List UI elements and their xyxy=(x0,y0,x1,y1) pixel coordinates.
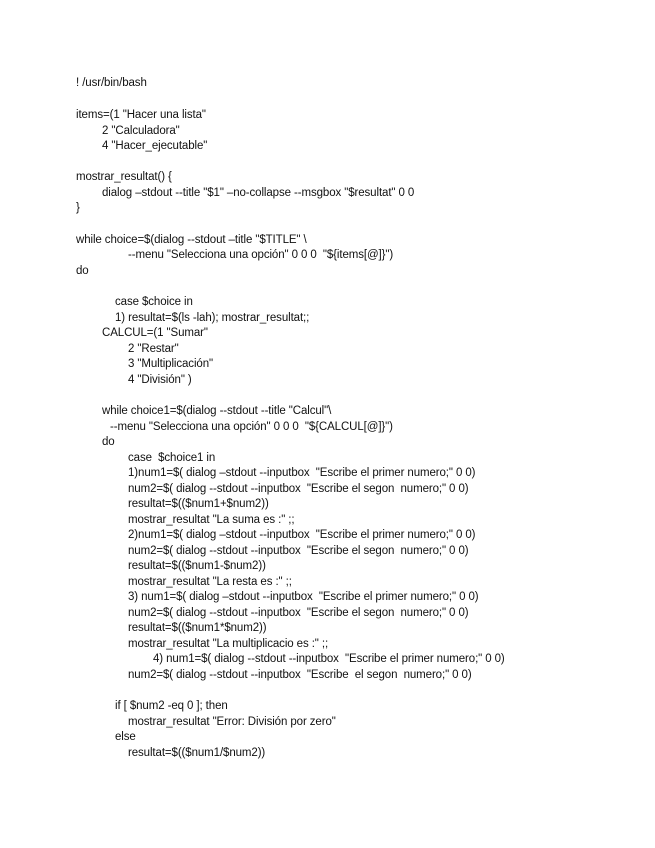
code-line: } xyxy=(76,202,80,214)
code-line: 1)num1=$( dialog –stdout --inputbox "Escribe el primer numero;" 0 0) xyxy=(128,467,476,479)
code-line: num2=$( dialog --stdout --inputbox "Escribe el segon numero;" 0 0) xyxy=(128,607,469,619)
code-line: --menu "Selecciona una opción" 0 0 0 "${CALCUL[@]}") xyxy=(110,421,393,433)
code-line: else xyxy=(115,731,136,743)
code-line: 2 "Calculadora" xyxy=(102,125,180,137)
code-line: --menu "Selecciona una opción" 0 0 0 "${items[@]}") xyxy=(128,249,394,261)
code-line: 3 "Multiplicación" xyxy=(128,358,213,370)
code-line: do xyxy=(76,265,89,277)
code-line: 4) num1=$( dialog --stdout --inputbox "Escribe el primer numero;" 0 0) xyxy=(153,653,505,665)
code-line: items=(1 "Hacer una lista" xyxy=(76,109,206,121)
code-line: resultat=$(($num1-$num2)) xyxy=(128,560,266,572)
code-line: while choice1=$(dialog --stdout --title "Calcul"\ xyxy=(102,405,332,417)
code-line: do xyxy=(102,436,115,448)
code-line: 2 "Restar" xyxy=(128,343,179,355)
code-line: mostrar_resultat "La suma es :" ;; xyxy=(128,514,295,526)
code-line: resultat=$(($num1*$num2)) xyxy=(128,622,267,634)
code-line: case $choice in xyxy=(115,296,193,308)
code-line: while choice=$(dialog --stdout –title "$TITLE" \ xyxy=(76,234,307,246)
code-line: 4 "Hacer_ejecutable" xyxy=(102,140,208,152)
code-line: mostrar_resultat() { xyxy=(76,171,172,183)
code-line: mostrar_resultat "La resta es :" ;; xyxy=(128,576,292,588)
code-line: dialog –stdout --title "$1" –no-collapse --msgbox "$resultat" 0 0 xyxy=(102,187,415,199)
code-line: num2=$( dialog --stdout --inputbox "Escribe el segon numero;" 0 0) xyxy=(128,669,472,681)
code-line: ! /usr/bin/bash xyxy=(76,77,147,89)
code-line: num2=$( dialog --stdout --inputbox "Escribe el segon numero;" 0 0) xyxy=(128,545,469,557)
code-line: mostrar_resultat "Error: División por zero" xyxy=(128,716,336,728)
code-line: resultat=$(($num1+$num2)) xyxy=(128,498,269,510)
code-line: num2=$( dialog --stdout --inputbox "Escribe el segon numero;" 0 0) xyxy=(128,483,469,495)
code-line: 2)num1=$( dialog –stdout --inputbox "Escribe el primer numero;" 0 0) xyxy=(128,529,476,541)
code-line: if [ $num2 -eq 0 ]; then xyxy=(115,700,228,712)
code-line: case $choice1 in xyxy=(128,452,216,464)
code-line: 4 "División" ) xyxy=(128,374,192,386)
code-line: resultat=$(($num1/$num2)) xyxy=(128,747,266,759)
code-line: 3) num1=$( dialog –stdout --inputbox "Escribe el primer numero;" 0 0) xyxy=(128,591,479,603)
code-line: 1) resultat=$(ls -lah); mostrar_resultat;; xyxy=(115,312,310,324)
code-line: CALCUL=(1 "Sumar" xyxy=(102,327,208,339)
code-line: mostrar_resultat "La multiplicacio es :" ;; xyxy=(128,638,329,650)
